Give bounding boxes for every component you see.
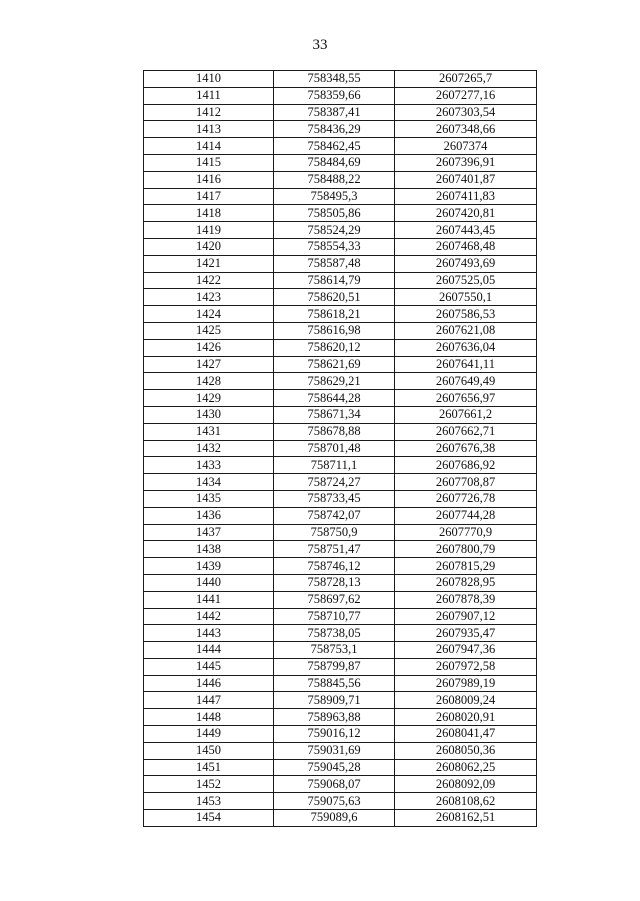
table-row (144, 776, 537, 793)
x-coordinate-cell: 758799,87 (274, 658, 395, 675)
y-coordinate-cell: 2607686,92 (395, 457, 537, 474)
point-number-cell: 1444 (144, 642, 274, 659)
y-coordinate-cell: 2607989,19 (395, 675, 537, 692)
table-row (144, 154, 537, 171)
point-number-cell: 1429 (144, 390, 274, 407)
y-coordinate-cell: 2607374 (395, 138, 537, 155)
point-number-cell: 1454 (144, 810, 274, 827)
point-number-cell: 1414 (144, 138, 274, 155)
y-coordinate-cell: 2607815,29 (395, 558, 537, 575)
point-number-cell: 1424 (144, 306, 274, 323)
y-coordinate-cell: 2607401,87 (395, 171, 537, 188)
point-number-cell: 1451 (144, 759, 274, 776)
y-coordinate-cell: 2607662,71 (395, 423, 537, 440)
table-row (144, 507, 537, 524)
x-coordinate-cell: 758436,29 (274, 121, 395, 138)
page-number: 33 (312, 37, 328, 53)
x-coordinate-cell: 758909,71 (274, 692, 395, 709)
table-row (144, 289, 537, 306)
y-coordinate-cell: 2607348,66 (395, 121, 537, 138)
y-coordinate-cell: 2607878,39 (395, 591, 537, 608)
point-number-cell: 1443 (144, 625, 274, 642)
x-coordinate-cell: 758644,28 (274, 390, 395, 407)
table-row (144, 87, 537, 104)
point-number-cell: 1436 (144, 507, 274, 524)
point-number-cell: 1411 (144, 87, 274, 104)
table-row (144, 356, 537, 373)
point-number-cell: 1423 (144, 289, 274, 306)
x-coordinate-cell: 758614,79 (274, 272, 395, 289)
x-coordinate-cell: 759016,12 (274, 726, 395, 743)
x-coordinate-cell: 758495,3 (274, 188, 395, 205)
table-row (144, 272, 537, 289)
table-row (144, 474, 537, 491)
x-coordinate-cell: 758751,47 (274, 541, 395, 558)
point-number-cell: 1449 (144, 726, 274, 743)
point-number-cell: 1452 (144, 776, 274, 793)
table-row (144, 524, 537, 541)
x-coordinate-cell: 758711,1 (274, 457, 395, 474)
x-coordinate-cell: 758710,77 (274, 608, 395, 625)
x-coordinate-cell: 758671,34 (274, 406, 395, 423)
table-row (144, 138, 537, 155)
table-row (144, 373, 537, 390)
y-coordinate-cell: 2607468,48 (395, 238, 537, 255)
point-number-cell: 1415 (144, 154, 274, 171)
y-coordinate-cell: 2607972,58 (395, 658, 537, 675)
point-number-cell: 1413 (144, 121, 274, 138)
x-coordinate-cell: 758750,9 (274, 524, 395, 541)
point-number-cell: 1447 (144, 692, 274, 709)
table-row (144, 390, 537, 407)
table-row (144, 457, 537, 474)
point-number-cell: 1419 (144, 222, 274, 239)
x-coordinate-cell: 758618,21 (274, 306, 395, 323)
x-coordinate-cell: 758678,88 (274, 423, 395, 440)
point-number-cell: 1453 (144, 793, 274, 810)
x-coordinate-cell: 759068,07 (274, 776, 395, 793)
table-row (144, 692, 537, 709)
point-number-cell: 1420 (144, 238, 274, 255)
point-number-cell: 1434 (144, 474, 274, 491)
point-number-cell: 1426 (144, 339, 274, 356)
y-coordinate-cell: 2608108,62 (395, 793, 537, 810)
table-row (144, 440, 537, 457)
y-coordinate-cell: 2608062,25 (395, 759, 537, 776)
y-coordinate-cell: 2607493,69 (395, 255, 537, 272)
table-row (144, 188, 537, 205)
table-row (144, 810, 537, 827)
table-row (144, 171, 537, 188)
table-row (144, 306, 537, 323)
table-row (144, 322, 537, 339)
table-row (144, 104, 537, 121)
table-row (144, 255, 537, 272)
y-coordinate-cell: 2607656,97 (395, 390, 537, 407)
y-coordinate-cell: 2607661,2 (395, 406, 537, 423)
x-coordinate-cell: 759031,69 (274, 742, 395, 759)
y-coordinate-cell: 2607411,83 (395, 188, 537, 205)
point-number-cell: 1430 (144, 406, 274, 423)
x-coordinate-cell: 758462,45 (274, 138, 395, 155)
x-coordinate-cell: 758753,1 (274, 642, 395, 659)
y-coordinate-cell: 2607708,87 (395, 474, 537, 491)
x-coordinate-cell: 758620,51 (274, 289, 395, 306)
y-coordinate-cell: 2607265,7 (395, 71, 537, 88)
x-coordinate-cell: 758629,21 (274, 373, 395, 390)
x-coordinate-cell: 758348,55 (274, 71, 395, 88)
table-row (144, 558, 537, 575)
point-number-cell: 1428 (144, 373, 274, 390)
point-number-cell: 1410 (144, 71, 274, 88)
point-number-cell: 1441 (144, 591, 274, 608)
table-row (144, 675, 537, 692)
table-row (144, 238, 537, 255)
x-coordinate-cell: 758701,48 (274, 440, 395, 457)
point-number-cell: 1437 (144, 524, 274, 541)
point-number-cell: 1425 (144, 322, 274, 339)
x-coordinate-cell: 759089,6 (274, 810, 395, 827)
y-coordinate-cell: 2607907,12 (395, 608, 537, 625)
x-coordinate-cell: 758742,07 (274, 507, 395, 524)
y-coordinate-cell: 2607621,08 (395, 322, 537, 339)
x-coordinate-cell: 758963,88 (274, 709, 395, 726)
point-number-cell: 1438 (144, 541, 274, 558)
x-coordinate-cell: 759045,28 (274, 759, 395, 776)
x-coordinate-cell: 758697,62 (274, 591, 395, 608)
x-coordinate-cell: 758733,45 (274, 490, 395, 507)
y-coordinate-cell: 2608041,47 (395, 726, 537, 743)
table-row (144, 793, 537, 810)
x-coordinate-cell: 758587,48 (274, 255, 395, 272)
table-row (144, 71, 537, 88)
x-coordinate-cell: 758524,29 (274, 222, 395, 239)
y-coordinate-cell: 2607420,81 (395, 205, 537, 222)
y-coordinate-cell: 2607550,1 (395, 289, 537, 306)
point-number-cell: 1448 (144, 709, 274, 726)
y-coordinate-cell: 2607726,78 (395, 490, 537, 507)
table-row (144, 339, 537, 356)
point-number-cell: 1418 (144, 205, 274, 222)
y-coordinate-cell: 2607935,47 (395, 625, 537, 642)
y-coordinate-cell: 2607947,36 (395, 642, 537, 659)
point-number-cell: 1427 (144, 356, 274, 373)
table-row (144, 574, 537, 591)
y-coordinate-cell: 2607800,79 (395, 541, 537, 558)
table-row (144, 759, 537, 776)
x-coordinate-cell: 758620,12 (274, 339, 395, 356)
x-coordinate-cell: 758505,86 (274, 205, 395, 222)
y-coordinate-cell: 2607303,54 (395, 104, 537, 121)
y-coordinate-cell: 2607744,28 (395, 507, 537, 524)
point-number-cell: 1450 (144, 742, 274, 759)
table-row (144, 742, 537, 759)
y-coordinate-cell: 2607770,9 (395, 524, 537, 541)
point-number-cell: 1421 (144, 255, 274, 272)
x-coordinate-cell: 758359,66 (274, 87, 395, 104)
x-coordinate-cell: 758387,41 (274, 104, 395, 121)
point-number-cell: 1440 (144, 574, 274, 591)
table-row (144, 608, 537, 625)
y-coordinate-cell: 2607676,38 (395, 440, 537, 457)
x-coordinate-cell: 758746,12 (274, 558, 395, 575)
table-row (144, 490, 537, 507)
y-coordinate-cell: 2607525,05 (395, 272, 537, 289)
x-coordinate-cell: 758554,33 (274, 238, 395, 255)
point-number-cell: 1416 (144, 171, 274, 188)
point-number-cell: 1431 (144, 423, 274, 440)
table-row (144, 121, 537, 138)
y-coordinate-cell: 2608092,09 (395, 776, 537, 793)
point-number-cell: 1445 (144, 658, 274, 675)
table-row (144, 222, 537, 239)
x-coordinate-cell: 758621,69 (274, 356, 395, 373)
x-coordinate-cell: 758488,22 (274, 171, 395, 188)
x-coordinate-cell: 759075,63 (274, 793, 395, 810)
y-coordinate-cell: 2608050,36 (395, 742, 537, 759)
table-row (144, 423, 537, 440)
table-row (144, 709, 537, 726)
point-number-cell: 1442 (144, 608, 274, 625)
y-coordinate-cell: 2607828,95 (395, 574, 537, 591)
table-row (144, 205, 537, 222)
coordinates-table-body (144, 71, 537, 827)
y-coordinate-cell: 2608009,24 (395, 692, 537, 709)
table-row (144, 406, 537, 423)
x-coordinate-cell: 758484,69 (274, 154, 395, 171)
table-row (144, 541, 537, 558)
point-number-cell: 1422 (144, 272, 274, 289)
point-number-cell: 1435 (144, 490, 274, 507)
y-coordinate-cell: 2607649,49 (395, 373, 537, 390)
y-coordinate-cell: 2607636,04 (395, 339, 537, 356)
table-row (144, 642, 537, 659)
table-row (144, 591, 537, 608)
point-number-cell: 1446 (144, 675, 274, 692)
point-number-cell: 1417 (144, 188, 274, 205)
point-number-cell: 1433 (144, 457, 274, 474)
y-coordinate-cell: 2607443,45 (395, 222, 537, 239)
table-row (144, 658, 537, 675)
y-coordinate-cell: 2608162,51 (395, 810, 537, 827)
table-row (144, 625, 537, 642)
table-row (144, 726, 537, 743)
x-coordinate-cell: 758728,13 (274, 574, 395, 591)
coordinates-table (143, 70, 537, 827)
point-number-cell: 1412 (144, 104, 274, 121)
y-coordinate-cell: 2608020,91 (395, 709, 537, 726)
y-coordinate-cell: 2607277,16 (395, 87, 537, 104)
x-coordinate-cell: 758616,98 (274, 322, 395, 339)
x-coordinate-cell: 758724,27 (274, 474, 395, 491)
y-coordinate-cell: 2607396,91 (395, 154, 537, 171)
y-coordinate-cell: 2607641,11 (395, 356, 537, 373)
point-number-cell: 1439 (144, 558, 274, 575)
x-coordinate-cell: 758845,56 (274, 675, 395, 692)
x-coordinate-cell: 758738,05 (274, 625, 395, 642)
y-coordinate-cell: 2607586,53 (395, 306, 537, 323)
point-number-cell: 1432 (144, 440, 274, 457)
